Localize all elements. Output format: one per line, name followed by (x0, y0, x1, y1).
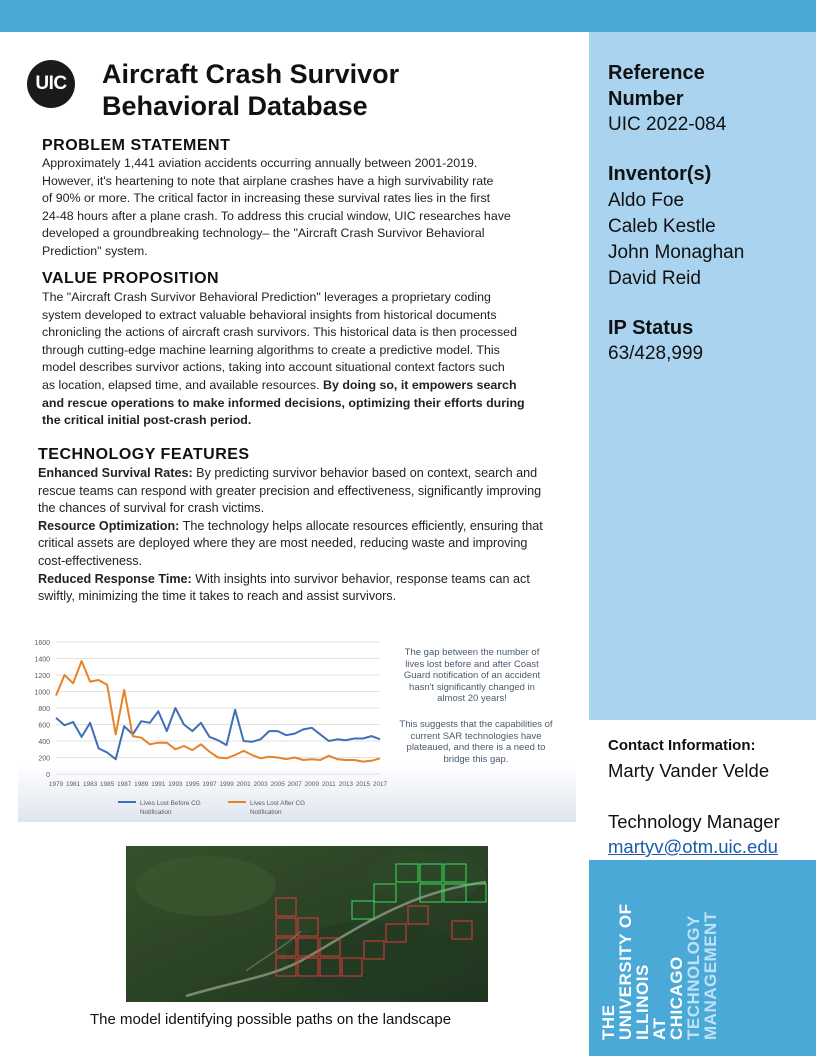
text-line: rescue teams can respond with greater precision and effectiveness, significantly improving (38, 483, 542, 498)
ip-status-value: 63/428,999 (608, 343, 704, 364)
value-text (42, 289, 582, 430)
y-tick-label: 400 (38, 739, 50, 746)
value-heading: VALUE PROPOSITION (42, 270, 220, 287)
x-tick-label: 2015 (355, 781, 371, 788)
line-chart (18, 632, 398, 822)
features-heading: TECHNOLOGY FEATURES (38, 446, 250, 463)
reference-value: UIC 2022-084 (608, 114, 727, 135)
text-line: Approximately 1,441 aviation accidents occurring annually between 2001-2019. (42, 156, 478, 170)
image-caption: The model identifying possible paths on the landscape (90, 1011, 452, 1028)
reference-heading: Reference Number (608, 62, 705, 110)
inventor-name: Caleb Kestle (608, 216, 716, 237)
text-line: as location, elapsed time, and available resources. By doing so, it empowers search (42, 377, 517, 392)
title-line-2: Behavioral Database (102, 91, 368, 121)
legend-label: Lives Lost Before CG (140, 800, 201, 807)
y-tick-label: 0 (46, 772, 50, 779)
inventor-name: Aldo Foe (608, 190, 685, 211)
x-tick-label: 1991 (151, 781, 166, 788)
contact-role: Technology Manager (608, 811, 780, 832)
text-line: through cutting-edge machine learning algorithms to create a predictive model. This (42, 342, 500, 357)
feature-line: Reduced Response Time: With insights into survivor behavior, response teams can act (38, 571, 530, 586)
x-tick-label: 2017 (372, 781, 388, 788)
x-tick-label: 1993 (168, 781, 183, 788)
x-tick-label: 2011 (321, 781, 336, 788)
features-text (38, 465, 583, 606)
x-tick-label: 2007 (287, 781, 302, 788)
text-line: the chances of survival for crash victims. (38, 501, 265, 516)
text-line: the critical initial post-crash period. (42, 413, 252, 428)
inventor-name: David Reid (608, 268, 701, 289)
text-line: However, it's heartening to note that airplane crashes have a high survivability rate (42, 173, 494, 188)
y-tick-label: 1200 (34, 673, 50, 680)
legend-label: Notification (250, 809, 282, 816)
y-tick-label: 600 (38, 722, 50, 730)
text-line: 24-48 hours after a plane crash. To address this crucial window, UIC researches have (42, 208, 511, 223)
page-title (102, 58, 572, 122)
series-line-before-cg (56, 708, 380, 759)
x-tick-label: 2001 (236, 781, 251, 788)
x-tick-label: 1979 (48, 781, 64, 788)
x-tick-label: 1989 (134, 781, 149, 788)
inventors-heading: Inventor(s) (608, 163, 712, 185)
y-tick-label: 1600 (34, 640, 50, 647)
chart-note-2: This suggests that the capabilities of current SAR technologies have plateaued, and there is a need to bridge this gap. (399, 719, 553, 765)
uic-logo: UIC (27, 60, 75, 108)
feature-line: Enhanced Survival Rates: By predicting survivor behavior based on context, search and (38, 466, 538, 480)
text-line: critical assets are deployed where they are most needed, reducing waste and improving (38, 536, 528, 551)
problem-text (42, 155, 582, 261)
contact-email-link[interactable]: martyv@otm.uic.edu (608, 836, 778, 857)
x-tick-label: 2003 (253, 781, 268, 788)
text-line: developed a groundbreaking technology– the "Aircraft Crash Survivor Behavioral (42, 226, 485, 241)
text-line: Prediction" system. (42, 243, 148, 258)
x-tick-label: 1997 (202, 781, 217, 788)
text-line: The "Aircraft Crash Survivor Behavioral Prediction" leverages a proprietary coding (42, 290, 491, 304)
feature-line: Resource Optimization: The technology helps allocate resources efficiently, ensuring that (38, 518, 543, 533)
x-tick-label: 2009 (304, 781, 319, 788)
contact-name: Marty Vander Velde (608, 760, 770, 781)
top-banner (0, 0, 816, 32)
legend-label: Notification (140, 809, 172, 816)
y-tick-label: 200 (38, 755, 50, 763)
y-tick-label: 800 (38, 706, 50, 713)
text-line: of 90% or more. The critical factor in increasing these survival rates lies in the first (42, 191, 491, 206)
x-tick-label: 1987 (117, 781, 132, 788)
x-tick-label: 1995 (185, 781, 200, 788)
x-tick-label: 2005 (270, 781, 285, 788)
text-line: cost-effectiveness. (38, 553, 143, 568)
y-tick-label: 1000 (34, 689, 50, 697)
legend-label: Lives Lost After CG (250, 800, 306, 807)
x-tick-label: 1999 (219, 781, 234, 788)
x-tick-label: 1983 (82, 781, 98, 788)
x-tick-label: 1985 (100, 781, 115, 788)
text-line: chronicling the actions of aircraft crash survivors. This historical data is then processed (42, 325, 517, 340)
text-line: model describes survivor actions, taking into account situational context factors such (42, 360, 505, 375)
text-line: swiftly, minimizing the time it takes to reach and assist survivors. (38, 589, 397, 604)
landscape-path-image (126, 846, 488, 1002)
ip-status-heading: IP Status (608, 317, 694, 339)
chart-note-1: The gap between the number of lives lost before and after Coast Guard notification of an accident hasn't significantly changed in almost 20 years! (403, 647, 541, 704)
text-line: and rescue operations to make informed decisions, optimizing their efforts during (42, 395, 525, 410)
text-line: system developed to extract valuable behavioral insights from historical documents (42, 307, 497, 322)
x-tick-label: 1981 (65, 781, 81, 788)
inventor-name: John Monaghan (608, 242, 745, 263)
inventors-list (608, 188, 744, 292)
contact-heading: Contact Information: (608, 737, 756, 754)
university-wordmark: THE UNIVERSITY OF ILLINOIS AT CHICAGO TECHNOLOGY MANAGEMENT (599, 903, 720, 1040)
x-tick-label: 2013 (338, 781, 354, 788)
series-line-after-cg (56, 661, 380, 762)
title-line-1: Aircraft Crash Survivor (102, 59, 400, 89)
y-tick-label: 1400 (34, 656, 50, 664)
problem-heading: PROBLEM STATEMENT (42, 137, 231, 154)
chart-panel (18, 632, 576, 822)
